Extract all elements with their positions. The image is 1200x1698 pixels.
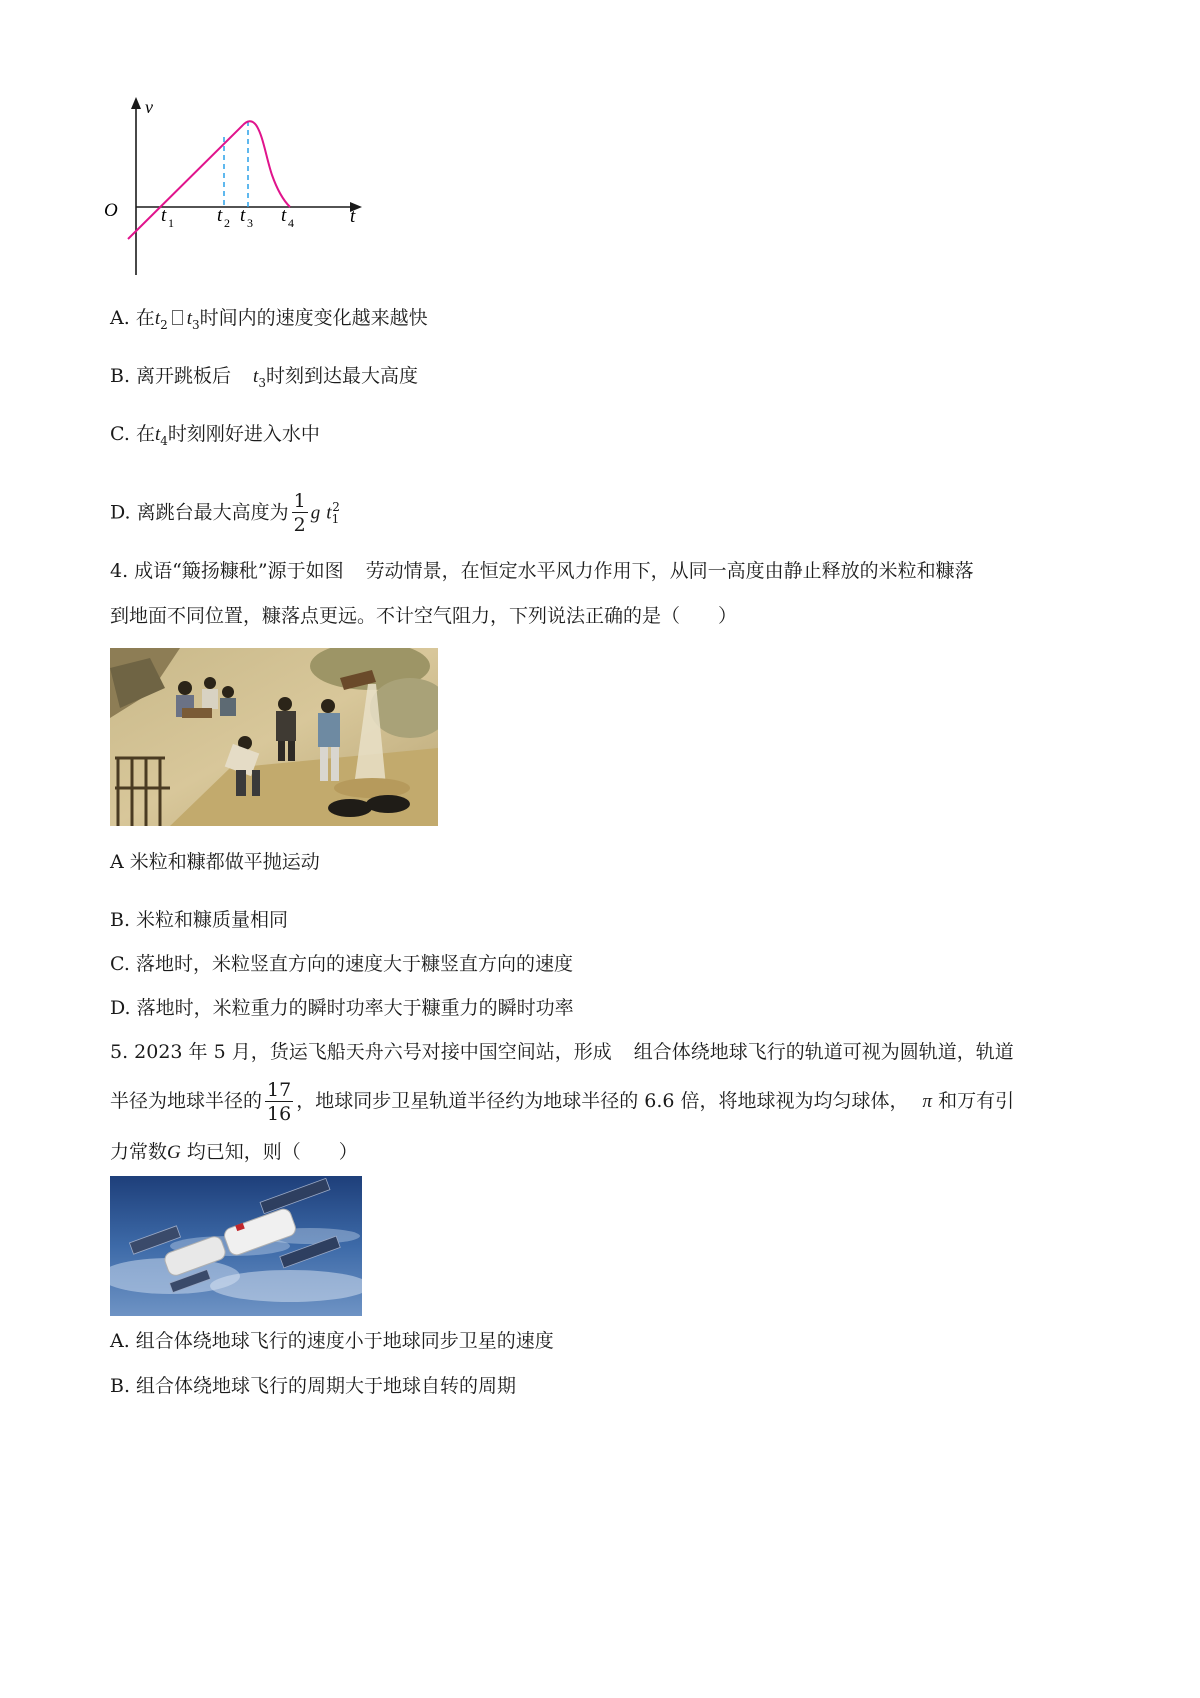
svg-text:t: t [281, 205, 287, 226]
q5-option-b: B. 组合体绕地球飞行的周期大于地球自转的周期 [110, 1375, 517, 1397]
q5-option-a: A. 组合体绕地球飞行的速度小于地球同步卫星的速度 [110, 1330, 554, 1352]
q4-option-b: B. 米粒和糠质量相同 [110, 909, 289, 931]
q5-stem-line2: 半径为地球半径的 $\frac{17}{16}$ ，地球同步卫星轨道半径约为地球半径的 6.6 倍，将地球视为均匀球体， π 和万有引 [110, 1078, 1015, 1125]
q4-stem-line1: 4. 成语“簸扬糠秕”源于如图 劳动情景，在恒定水平风力作用下，从同一高度由静止释放的米粒和糠落 [110, 560, 974, 582]
q5-stem-line3: 力常数G 均已知，则（ ） [110, 1141, 358, 1163]
tick-label-t2 [217, 205, 230, 230]
svg-text:t: t [217, 205, 223, 226]
velocity-time-graph [100, 95, 400, 295]
q4-option-d: D. 落地时，米粒重力的瞬时功率大于糠重力的瞬时功率 [110, 997, 574, 1019]
q4-option-c: C. 落地时，米粒竖直方向的速度大于糠竖直方向的速度 [110, 953, 573, 975]
x-axis-label: t [350, 206, 356, 227]
space-station-image [110, 1176, 362, 1316]
origin-label: O [104, 200, 118, 221]
tick-label-t1 [161, 205, 174, 230]
svg-text:t: t [161, 205, 167, 226]
q3-option-a: A. 在$t_2$ $t_3$时间内的速度变化越来越快 [110, 307, 428, 332]
y-axis-label: v [145, 97, 153, 117]
q4-option-a: A 米粒和糠都做平抛运动 [110, 851, 320, 873]
q3-option-b: B. 离开跳板后 $t_3$时刻到达最大高度 [110, 365, 418, 390]
svg-text:t: t [240, 205, 246, 226]
q3-option-d: D. 离跳台最大高度为 $\frac{1}{2}$ g $t_1^2$ [110, 489, 340, 536]
winnowing-painting [110, 648, 438, 826]
q3-option-c: C. 在$t_4$时刻刚好进入水中 [110, 423, 320, 448]
missing-glyph-box [172, 310, 183, 325]
fraction-one-half: $\frac{1}{2}$ [293, 489, 306, 536]
q4-stem-line2: 到地面不同位置，糠落点更远。不计空气阻力，下列说法正确的是（ ） [110, 605, 738, 627]
tick-label-t3 [240, 205, 253, 230]
svg-text:4: 4 [288, 216, 294, 230]
svg-text:1: 1 [168, 216, 174, 230]
tick-label-t4 [281, 205, 294, 230]
fraction-17-16: $\frac{17}{16}$ [267, 1078, 292, 1125]
q5-stem-line1: 5. 2023 年 5 月，货运飞船天舟六号对接中国空间站，形成 组合体绕地球飞行的轨道可视为圆轨道，轨道 [110, 1041, 1014, 1063]
velocity-curve [128, 121, 290, 239]
y-axis-arrow [131, 97, 141, 109]
svg-text:3: 3 [247, 216, 253, 230]
svg-text:2: 2 [224, 216, 230, 230]
